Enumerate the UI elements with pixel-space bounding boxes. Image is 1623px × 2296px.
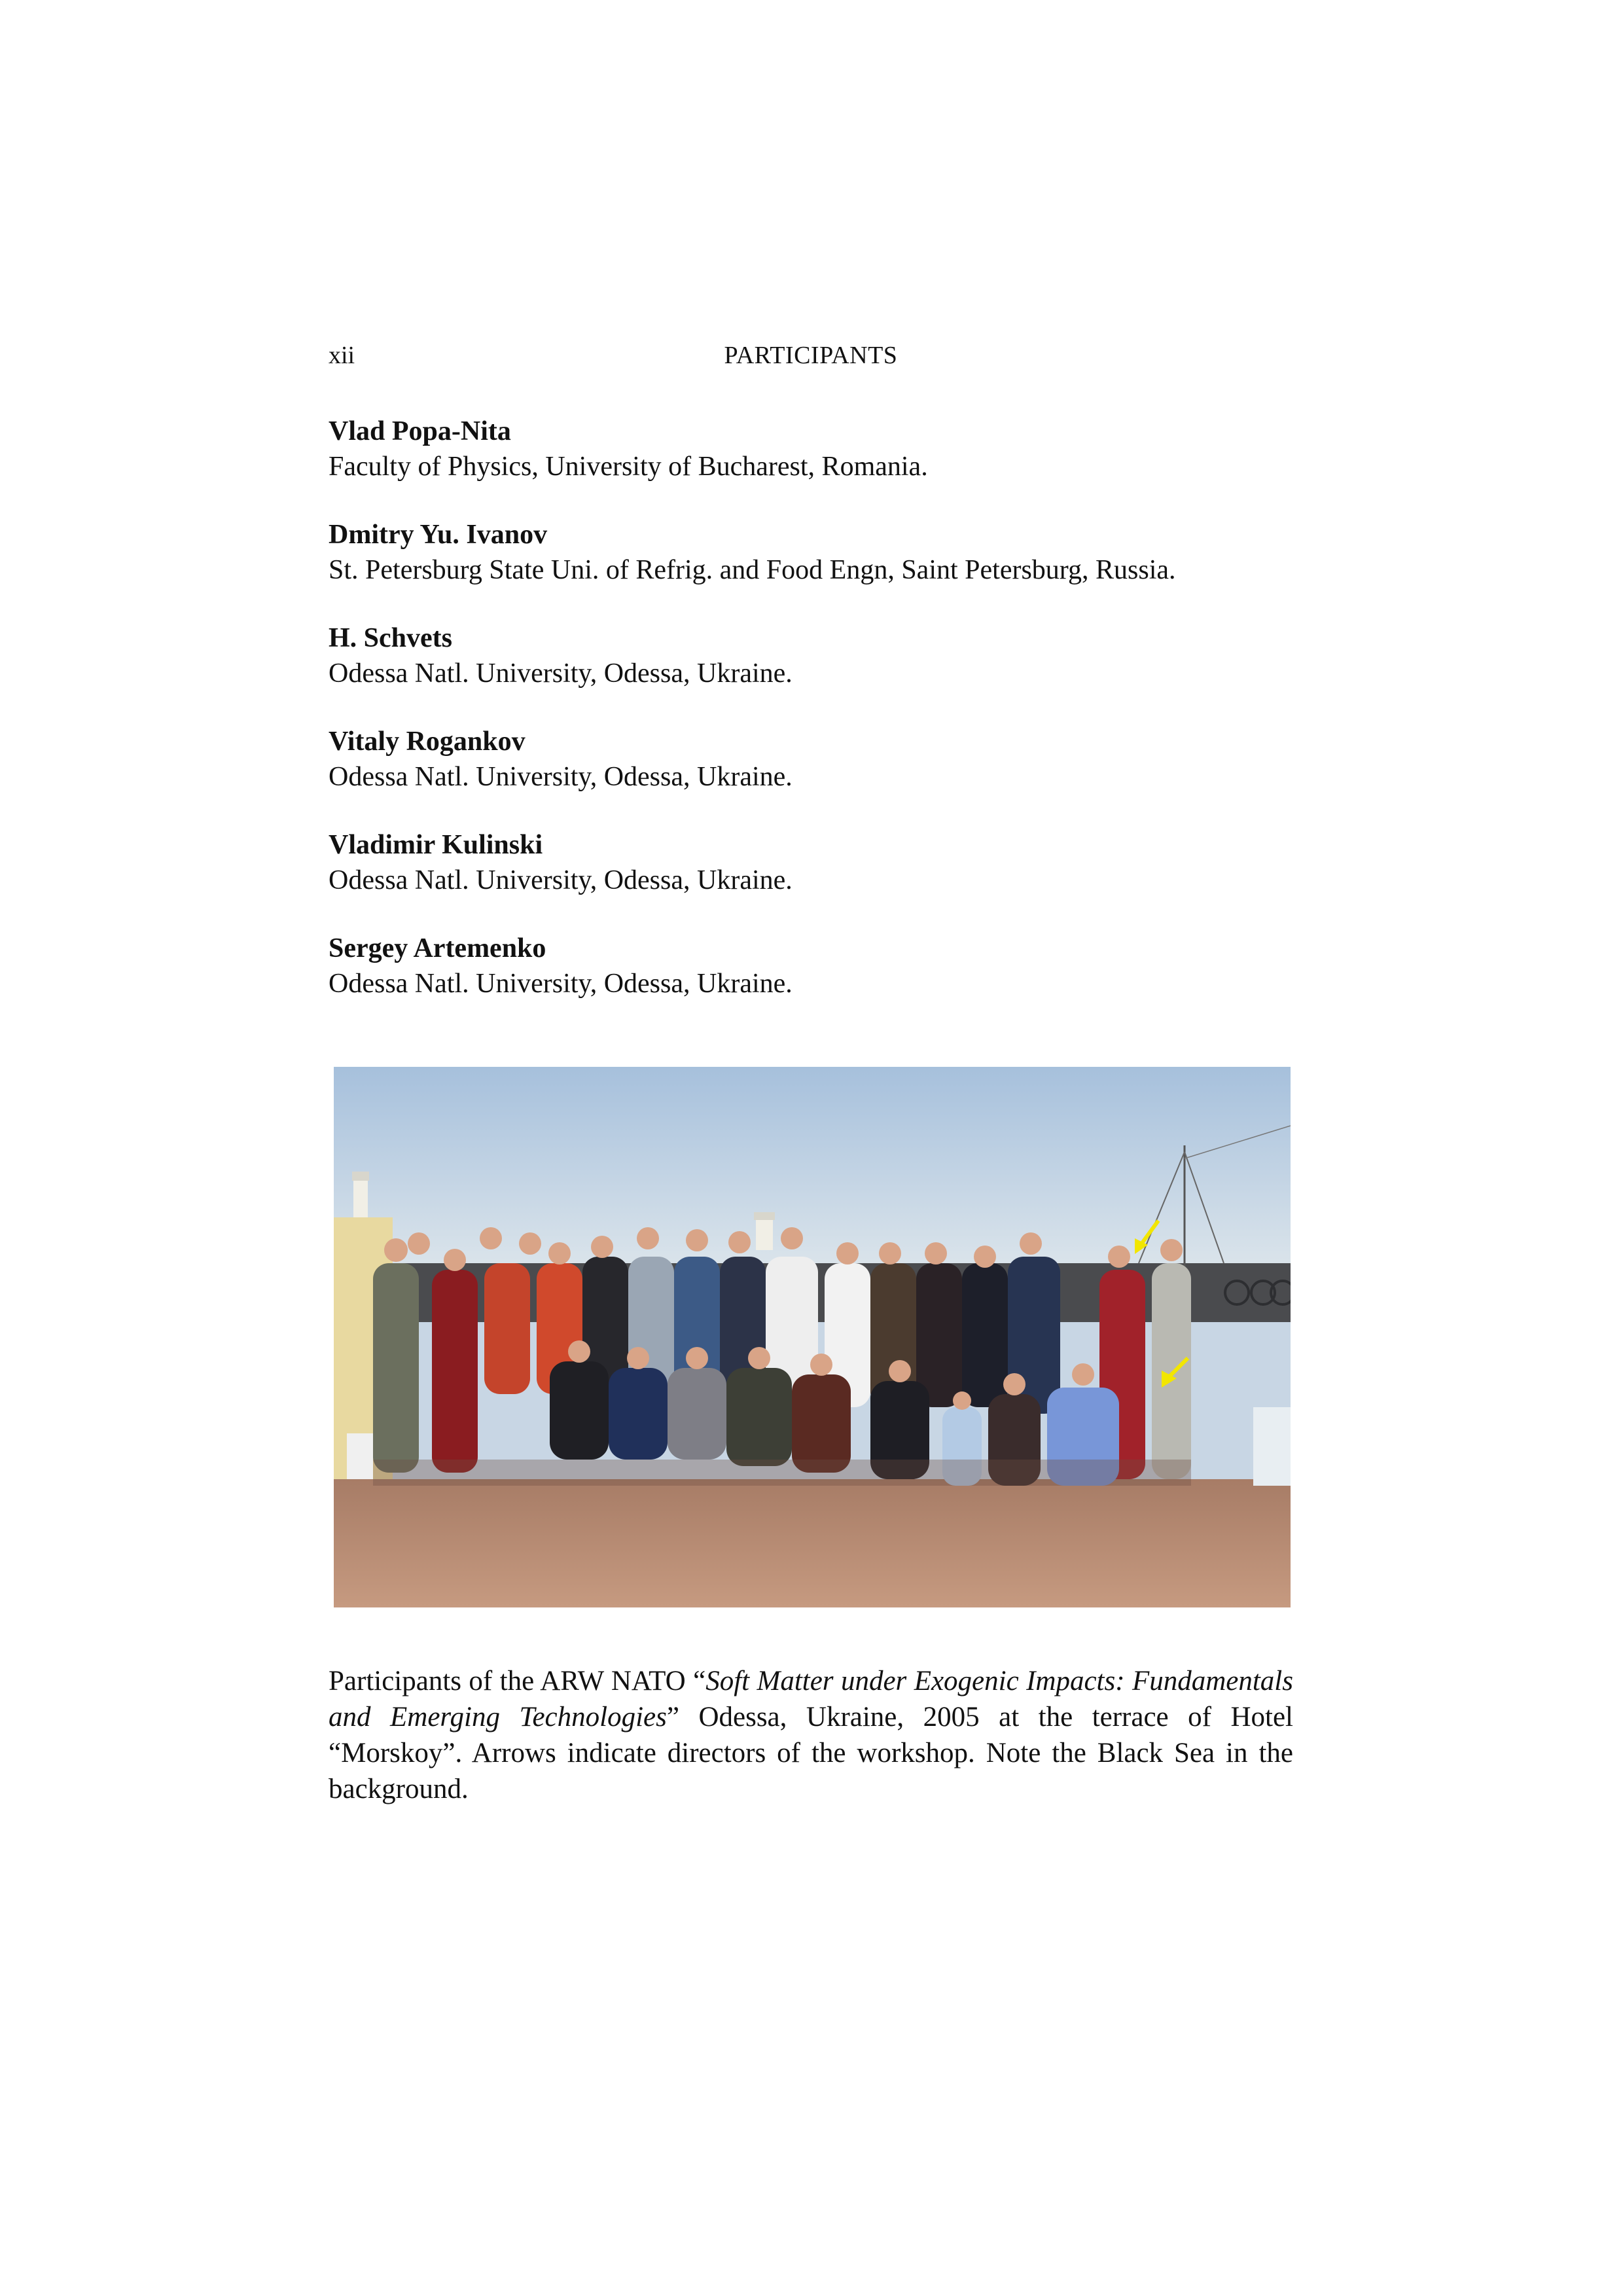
participant-affiliation: Faculty of Physics, University of Bucharest, Romania. <box>329 452 928 482</box>
group-photo-illustration <box>334 1067 1291 1607</box>
page-number: xii <box>329 342 355 369</box>
photo-caption <box>329 1663 1293 1807</box>
participant-affiliation: Odessa Natl. University, Odessa, Ukraine. <box>329 658 793 689</box>
running-title: PARTICIPANTS <box>724 342 898 369</box>
participant-affiliation: Odessa Natl. University, Odessa, Ukraine. <box>329 865 793 895</box>
participant-affiliation: Odessa Natl. University, Odessa, Ukraine. <box>329 762 793 792</box>
participant-entry <box>329 827 1293 931</box>
caption-text: Participants of the ARW NATO “ <box>329 1666 706 1696</box>
caption-workshop-title: Soft Matter under Exogenic Impacts: Fundamentals and Emerging Technologies <box>329 1666 1293 1732</box>
participant-list <box>329 414 1293 1034</box>
running-head <box>329 339 1293 372</box>
participant-entry <box>329 931 1293 1034</box>
group-photo <box>334 1067 1291 1607</box>
caption-text: ” Odessa, Ukraine, 2005 at the terrace of Hotel “Morskoy”. Arrows indicate directors of the workshop. Note the Black Sea in the background. <box>329 1702 1293 1804</box>
participant-name: Dmitry Yu. Ivanov <box>329 520 548 550</box>
participant-name: Vitaly Rogankov <box>329 726 526 757</box>
participant-entry <box>329 724 1293 827</box>
participant-affiliation: St. Petersburg State Uni. of Refrig. and Food Engn, Saint Petersburg, Russia. <box>329 555 1176 585</box>
terrace-floor <box>334 1479 1291 1607</box>
participant-name: Vladimir Kulinski <box>329 830 543 860</box>
participant-entry <box>329 517 1293 620</box>
participant-name: Sergey Artemenko <box>329 933 546 963</box>
participant-affiliation: Odessa Natl. University, Odessa, Ukraine. <box>329 969 793 999</box>
participant-entry <box>329 414 1293 517</box>
participant-name: Vlad Popa-Nita <box>329 416 511 446</box>
participant-name: H. Schvets <box>329 623 452 653</box>
participant-entry <box>329 620 1293 724</box>
sky <box>334 1067 1291 1283</box>
